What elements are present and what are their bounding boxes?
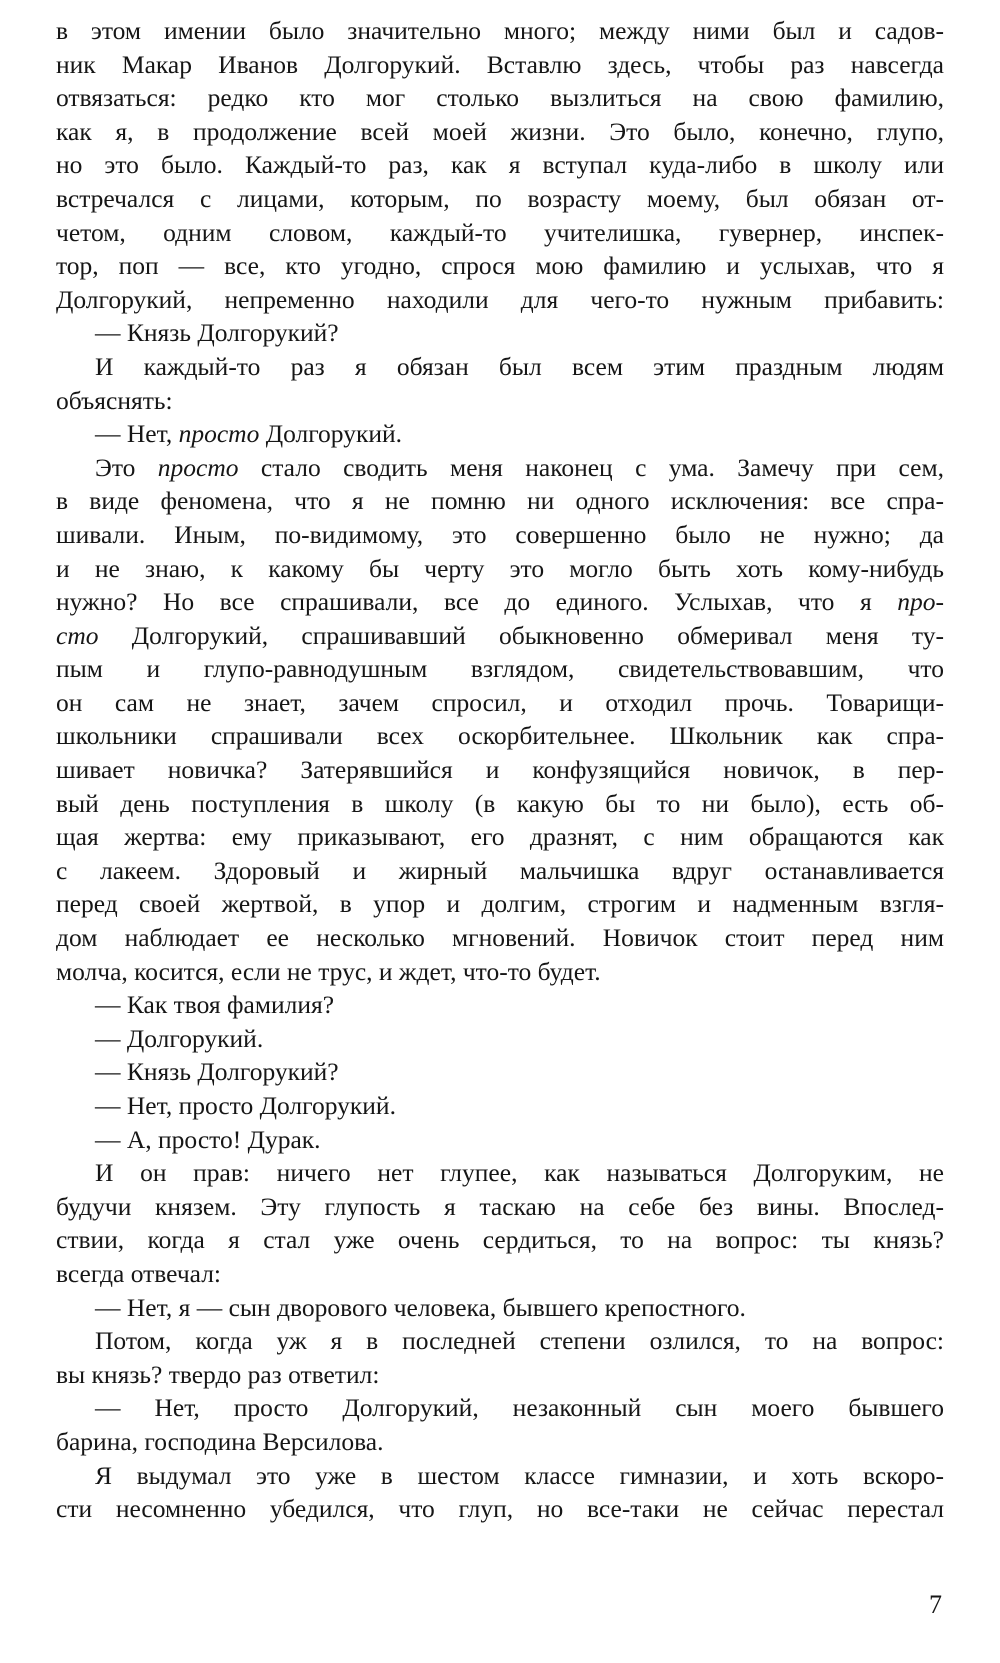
text-line: всегда отвечал: [56, 1258, 222, 1288]
italic-word: просто [157, 452, 239, 482]
text-line: в виде феномена, что я не помню ни одного исключения: все спра- [56, 486, 944, 516]
text-line: — Нет, просто Долгорукий. [95, 1091, 396, 1120]
text-line: И он прав: ничего нет глупее, как называться Долгоруким, не [95, 1158, 944, 1188]
italic-word: сто [56, 620, 99, 650]
text-line: ствии, когда я стал уже очень сердиться, то на вопрос: ты князь? [56, 1225, 944, 1255]
text-line: как я, в продолжение всей моей жизни. Это было, конечно, глупо, [56, 116, 944, 146]
page-number: 7 [929, 1590, 942, 1619]
text-line: — Как твоя фамилия? [95, 990, 335, 1020]
text-line: сти несомненно убедился, что глуп, но все-таки не сейчас перестал [56, 1494, 944, 1524]
text-line: встречался с лицами, которым, по возрасту моему, был обязан от- [56, 183, 944, 213]
text-line: Потом, когда уж я в последней степени озлился, то на вопрос: [95, 1326, 944, 1356]
text-line: шивали. Иным, по-видимому, это совершенно было не нужно; да [56, 519, 944, 549]
text-line: нужно? Но все спрашивали, все до единого. Услыхав, что я про- [56, 587, 944, 617]
text-line: и не знаю, к какому бы черту это могло быть хоть кому-нибудь [56, 553, 944, 583]
italic-word: про- [897, 587, 944, 617]
text-line: объяснять: [56, 385, 173, 415]
text-line: вы князь? твердо раз ответил: [56, 1359, 380, 1389]
text-line: молча, косится, если не трус, и ждет, что-то будет. [56, 956, 601, 986]
book-page-text [56, 14, 944, 1526]
text-line: дом наблюдает ее несколько мгновений. Новичок стоит перед ним [56, 923, 944, 953]
text-line: Это просто стало сводить меня наконец с ума. Замечу при сем, [95, 452, 944, 482]
text-line: пым и глупо-равнодушным взглядом, свидетельствовавшим, что [56, 654, 944, 684]
text-line: Я выдумал это уже в шестом классе гимназии, и хоть вскоро- [95, 1460, 944, 1490]
text-line: сто Долгорукий, спрашивавший обыкновенно обмеривал меня ту- [56, 620, 944, 650]
text-line: тор, поп — все, кто угодно, спрося мою фамилию и услыхав, что я [56, 251, 944, 281]
text-line: щая жертва: ему приказывают, его дразнят, с ним обращаются как [56, 822, 944, 852]
italic-word: просто [178, 419, 260, 449]
text-line: отвязаться: редко кто мог столько вызлиться на свою фамилию, [56, 83, 944, 113]
text-line: ник Макар Иванов Долгорукий. Вставлю здесь, чтобы раз навсегда [56, 49, 944, 79]
text-line: он сам не знает, зачем спросил, и отходил прочь. Товарищи- [56, 687, 944, 717]
text-line: но это было. Каждый-то раз, как я вступал куда-либо в школу или [56, 150, 944, 180]
text-line: Долгорукий, непременно находили для чего-то нужным прибавить: [56, 284, 944, 314]
text-line: перед своей жертвой, в упор и долгим, строгим и надменным взгля- [56, 889, 944, 919]
text-line: — А, просто! Дурак. [95, 1124, 321, 1154]
text-line: — Нет, просто Долгорукий, незаконный сын моего бывшего [95, 1393, 944, 1423]
text-line: будучи князем. Эту глупость я таскаю на себе без вины. Впослед- [56, 1191, 944, 1221]
text-line: — Нет, просто Долгорукий. [95, 419, 403, 449]
text-line: барина, господина Версилова. [56, 1426, 384, 1456]
text-line: шивает новичка? Затерявшийся и конфузящийся новичок, в пер- [56, 755, 944, 785]
text-line: вый день поступления в школу (в какую бы то ни было), есть об- [56, 788, 944, 818]
text-line: — Князь Долгорукий? [95, 318, 339, 348]
text-line: — Князь Долгорукий? [95, 1057, 339, 1087]
text-line: в этом имении было значительно много; между ними был и садов- [56, 16, 944, 45]
text-line: школьники спрашивали всех оскорбительнее. Школьник как спра- [56, 721, 944, 751]
text-line: И каждый-то раз я обязан был всем этим праздным людям [95, 351, 944, 381]
text-line: с лакеем. Здоровый и жирный мальчишка вдруг останавливается [56, 855, 944, 885]
text-line: — Нет, я — сын дворового человека, бывшего крепостного. [95, 1292, 746, 1322]
text-line: четом, одним словом, каждый-то учителишка, гувернер, инспек- [56, 217, 944, 247]
text-line: — Долгорукий. [95, 1023, 264, 1053]
